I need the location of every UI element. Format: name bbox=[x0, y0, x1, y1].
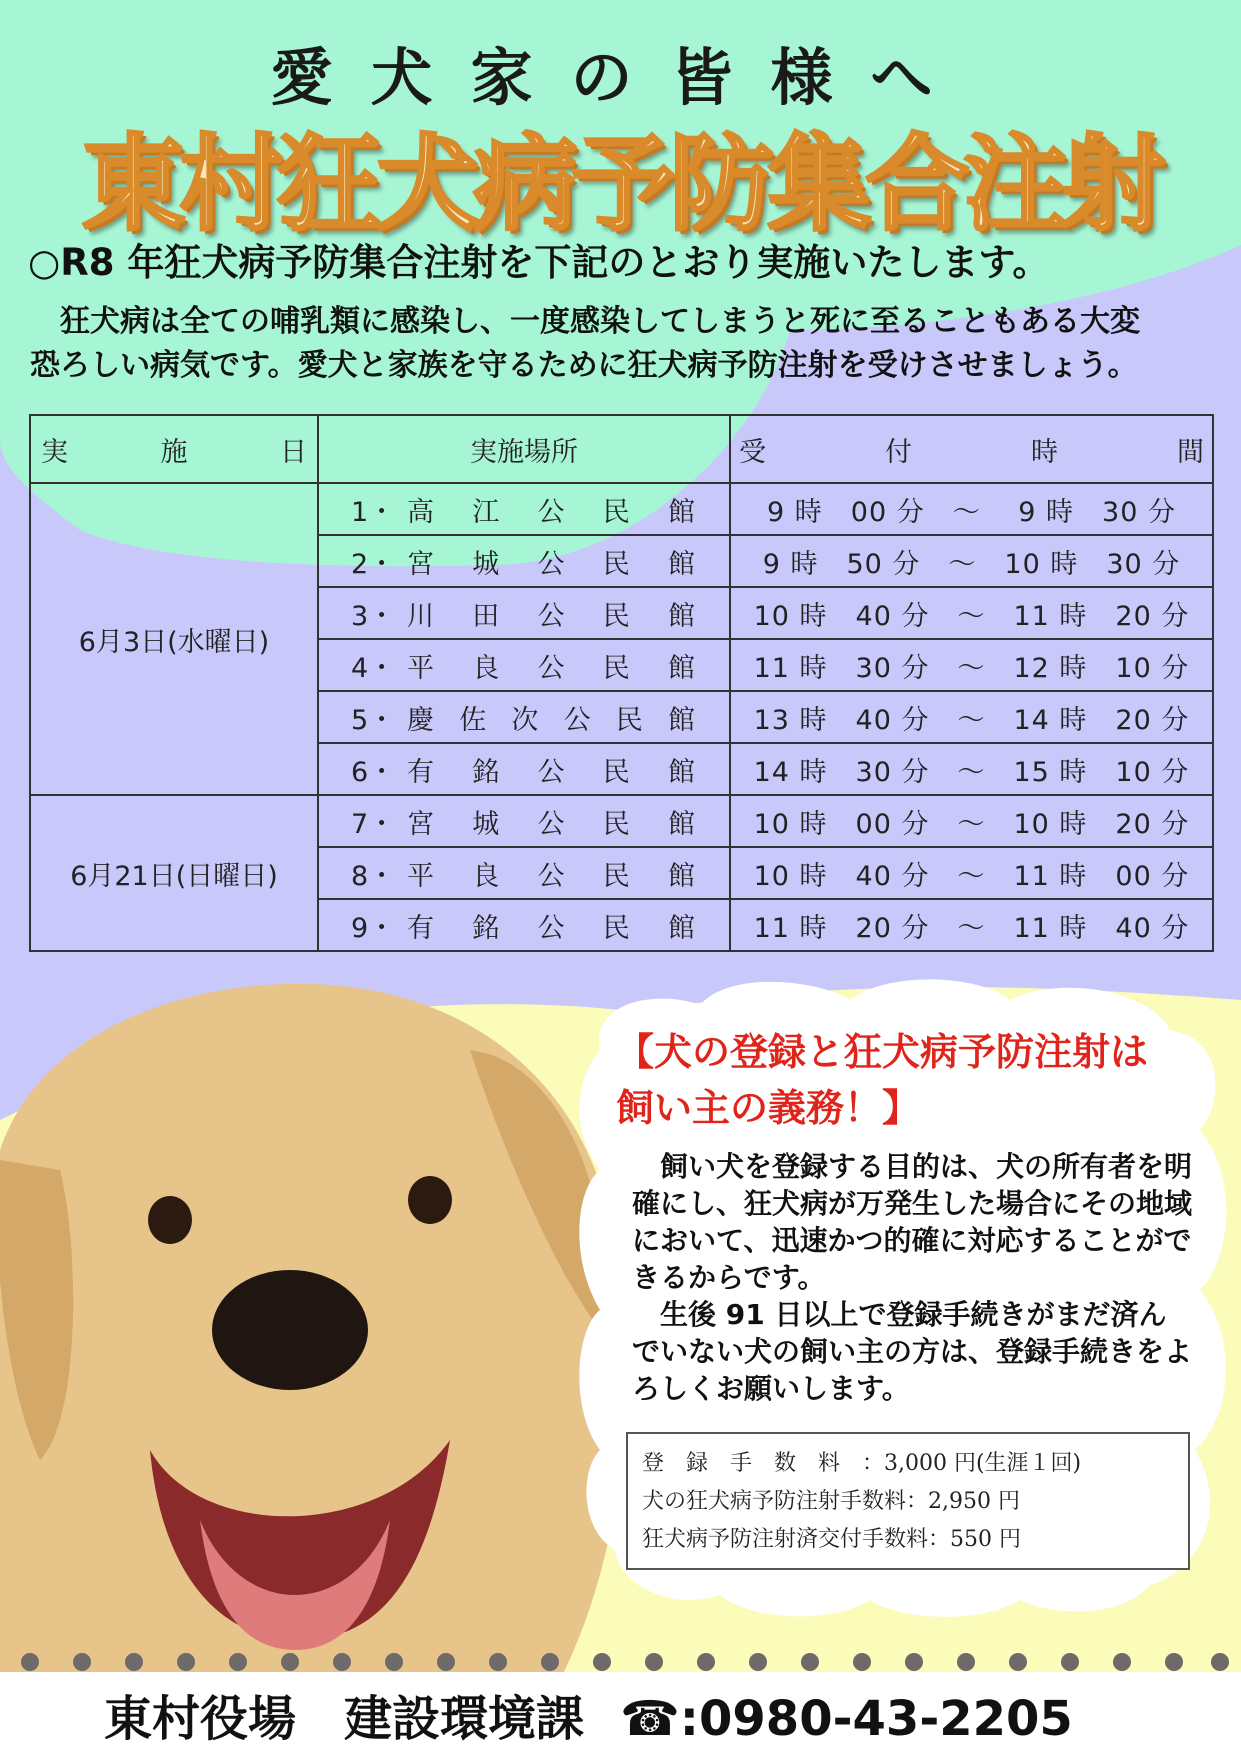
place-name: 高江公民館 bbox=[407, 496, 697, 528]
place-name: 宮城公民館 bbox=[407, 808, 697, 840]
place-cell bbox=[318, 899, 730, 951]
office-name: 東村役場 建設環境課 bbox=[104, 1691, 585, 1747]
time-cell: 11 時 30 分 ～ 12 時 10 分 bbox=[730, 639, 1213, 691]
place-cell bbox=[318, 639, 730, 691]
lead-sentence: ○R8 年狂犬病予防集合注射を下記のとおり実施いたします。 bbox=[28, 241, 1050, 284]
place-number: 8・ bbox=[351, 860, 396, 892]
notice-title-line: 【犬の登録と狂犬病予防注射は bbox=[616, 1030, 1149, 1074]
place-cell bbox=[318, 847, 730, 899]
place-name: 平良公民館 bbox=[407, 860, 697, 892]
fee-row: 狂犬病予防注射済交付手数料：550 円 bbox=[642, 1527, 1021, 1552]
table-row bbox=[30, 795, 1213, 847]
fee-box bbox=[626, 1432, 1190, 1570]
greeting-heading: 愛犬家の皆様へ bbox=[270, 41, 971, 114]
notice-paragraph: 生後 91 日以上で登録手続きがまだ済んでいない犬の飼い主の方は、登録手続きをよろしくお願いします。 bbox=[632, 1298, 1193, 1405]
header-place: 実施場所 bbox=[318, 415, 730, 483]
fee-row: 犬の狂犬病予防注射手数料：2,950 円 bbox=[642, 1489, 1020, 1514]
place-cell bbox=[318, 535, 730, 587]
place-cell bbox=[318, 483, 730, 535]
header-time: 受付時間 bbox=[730, 415, 1213, 483]
place-number: 7・ bbox=[351, 808, 396, 840]
notice-title-line: 飼い主の義務！】 bbox=[616, 1086, 921, 1130]
time-cell: 14 時 30 分 ～ 15 時 10 分 bbox=[730, 743, 1213, 795]
place-number: 6・ bbox=[351, 756, 396, 788]
place-number: 5・ bbox=[351, 704, 396, 736]
time-cell: 10 時 40 分 ～ 11 時 00 分 bbox=[730, 847, 1213, 899]
intro-paragraph bbox=[30, 300, 1220, 388]
place-number: 2・ bbox=[351, 548, 396, 580]
puppy-photo bbox=[0, 984, 626, 1690]
time-cell: 10 時 00 分 ～ 10 時 20 分 bbox=[730, 795, 1213, 847]
place-number: 3・ bbox=[351, 600, 396, 632]
place-name: 川田公民館 bbox=[407, 600, 697, 632]
footer-contact bbox=[104, 1680, 1073, 1749]
intro-line: 狂犬病は全ての哺乳類に感染し、一度感染してしまうと死に至ることもある大変 bbox=[30, 304, 1140, 339]
place-number: 1・ bbox=[351, 496, 396, 528]
place-cell bbox=[318, 795, 730, 847]
table-header-row bbox=[30, 415, 1213, 483]
place-number: 4・ bbox=[351, 652, 396, 684]
place-cell bbox=[318, 691, 730, 743]
notice-paragraph: 飼い犬を登録する目的は、犬の所有者を明確にし、狂犬病が万発生した場合にその地域において、迅速かつ的確に対応することができるからです。 bbox=[632, 1150, 1193, 1294]
date-cell: 6月21日(日曜日) bbox=[30, 795, 318, 951]
place-name: 慶佐次公民館 bbox=[407, 704, 697, 736]
header-date: 実施日 bbox=[30, 415, 318, 483]
schedule-table bbox=[29, 414, 1214, 952]
time-cell: 9 時 00 分 ～ 9 時 30 分 bbox=[730, 483, 1213, 535]
time-cell: 11 時 20 分 ～ 11 時 40 分 bbox=[730, 899, 1213, 951]
place-cell bbox=[318, 587, 730, 639]
date-cell: 6月3日(水曜日) bbox=[30, 483, 318, 795]
time-cell: 10 時 40 分 ～ 11 時 20 分 bbox=[730, 587, 1213, 639]
place-name: 有銘公民館 bbox=[407, 756, 697, 788]
intro-line: 恐ろしい病気です。愛犬と家族を守るために狂犬病予防注射を受けさせましょう。 bbox=[30, 348, 1138, 383]
time-cell: 9 時 50 分 ～ 10 時 30 分 bbox=[730, 535, 1213, 587]
time-cell: 13 時 40 分 ～ 14 時 20 分 bbox=[730, 691, 1213, 743]
notice-title bbox=[616, 1024, 1148, 1136]
table-row bbox=[30, 483, 1213, 535]
page-title: 東村狂犬病予防集合注射 bbox=[81, 123, 1160, 245]
place-number: 9・ bbox=[351, 912, 396, 944]
phone-number: ☎:0980-43-2205 bbox=[620, 1691, 1073, 1747]
place-name: 平良公民館 bbox=[407, 652, 697, 684]
place-cell bbox=[318, 743, 730, 795]
notice-body bbox=[632, 1148, 1192, 1407]
fee-row: 登 録 手 数 料 ：3,000 円(生涯１回) bbox=[642, 1451, 1082, 1476]
place-name: 宮城公民館 bbox=[407, 548, 697, 580]
place-name: 有銘公民館 bbox=[407, 912, 697, 944]
